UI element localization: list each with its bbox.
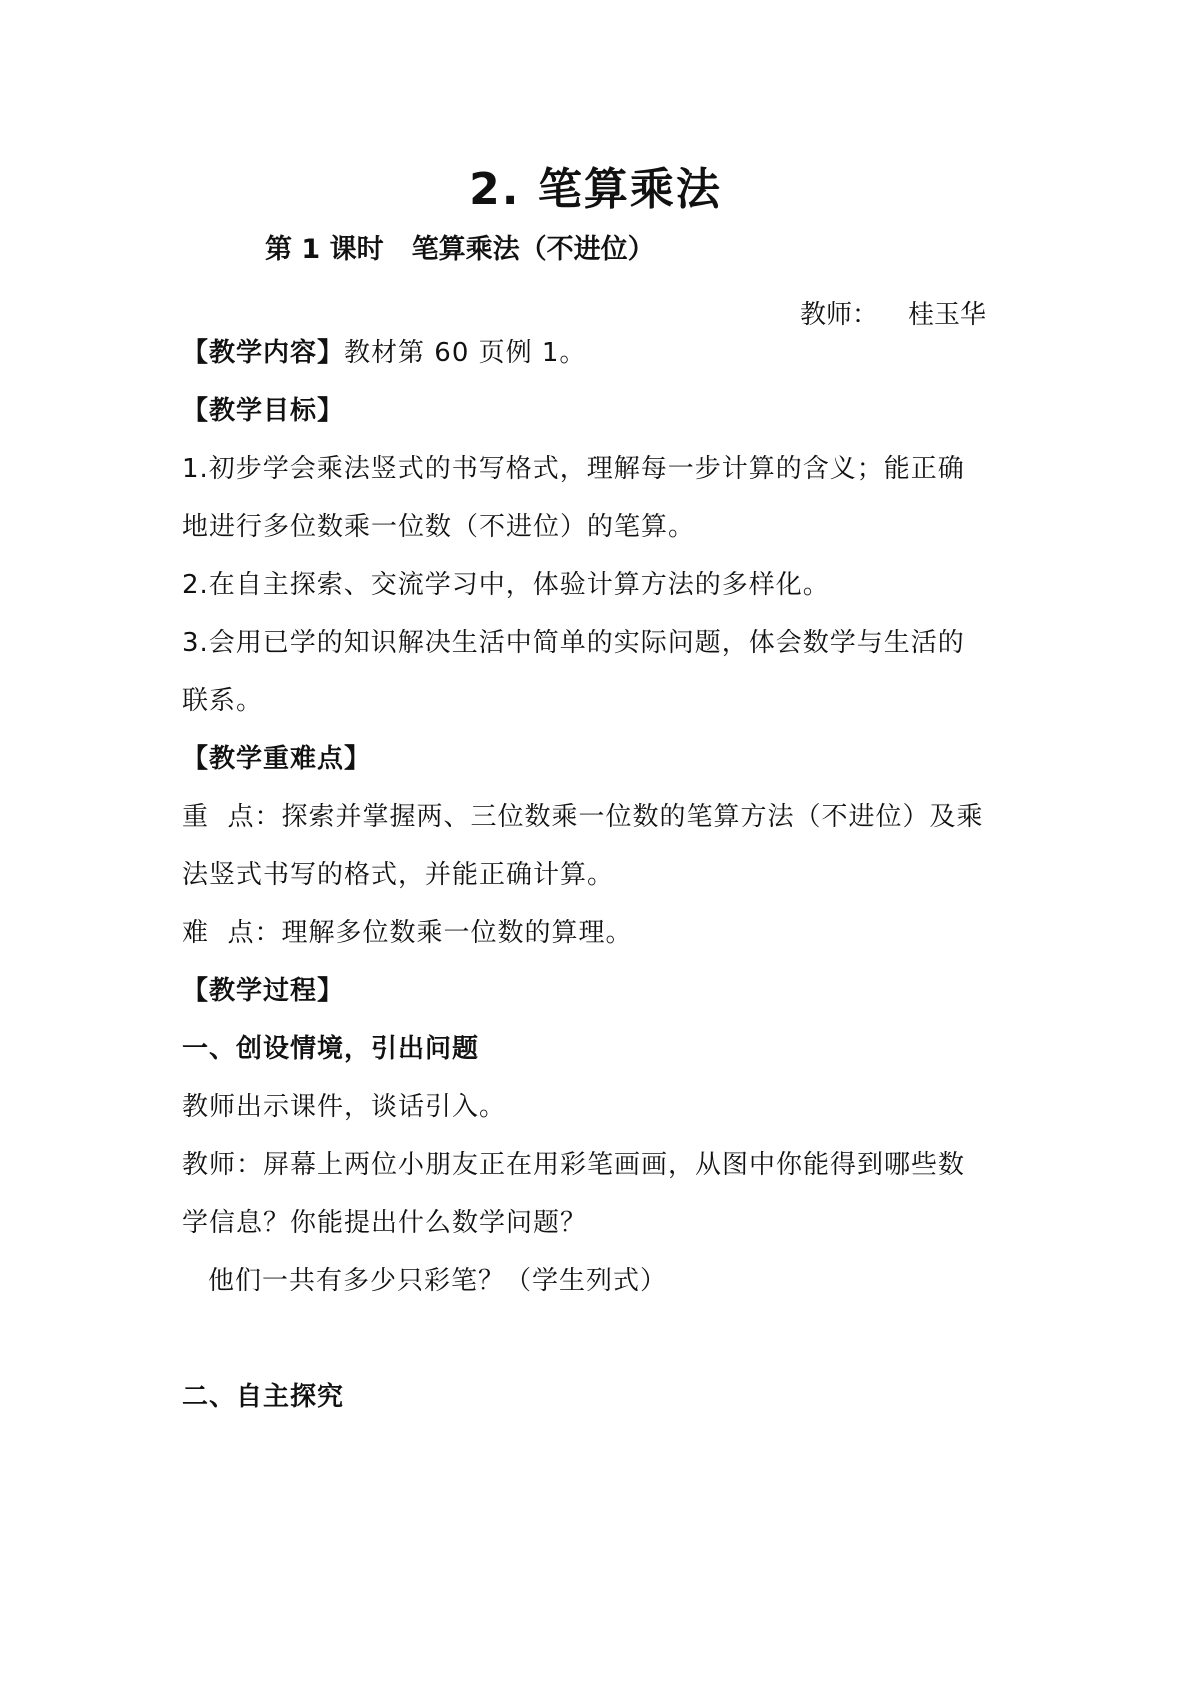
objectives-heading: 【教学目标】 <box>182 396 345 426</box>
objective-3-line-2: 联系。 <box>182 686 264 716</box>
lesson-subtitle <box>265 233 655 267</box>
lesson-topic: 笔算乘法（不进位） <box>411 234 655 265</box>
key-points-heading: 【教学重难点】 <box>182 744 372 774</box>
key-point-line-1: 重 点：探索并掌握两、三位数乘一位数的笔算方法（不进位）及乘 <box>182 802 984 832</box>
objective-1-line-2: 地进行多位数乘一位数（不进位）的笔算。 <box>182 512 696 542</box>
content-line <box>182 336 1021 370</box>
process-paragraph-3-line <box>182 1264 1021 1298</box>
section-1-title: 一、创设情境，引出问题 <box>182 1034 480 1064</box>
process-paragraph-2-line-1: 教师：屏幕上两位小朋友正在用彩笔画画，从图中你能得到哪些数 <box>182 1150 966 1180</box>
teacher-name: 桂玉华 <box>908 300 987 330</box>
objective-1-line-1: 1.初步学会乘法竖式的书写格式，理解每一步计算的含义；能正确 <box>182 454 965 484</box>
lesson-number: 第 1 课时 <box>265 234 384 265</box>
objective-3-line-1: 3.会用已学的知识解决生活中简单的实际问题，体会数学与生活的 <box>182 628 965 658</box>
key-point-line-2: 法竖式书写的格式，并能正确计算。 <box>182 860 615 890</box>
objective-2: 2.在自主探索、交流学习中，体验计算方法的多样化。 <box>182 570 830 600</box>
section-2-title: 二、自主探究 <box>182 1382 345 1412</box>
process-heading: 【教学过程】 <box>182 976 345 1006</box>
process-paragraph-2-line-2: 学信息？你能提出什么数学问题？ <box>182 1208 588 1238</box>
difficulty-line: 难 点：理解多位数乘一位数的算理。 <box>182 918 633 948</box>
document-title: 2. 笔算乘法 <box>469 164 722 215</box>
teacher-label: 教师： <box>800 300 879 330</box>
process-paragraph-1: 教师出示课件，谈话引入。 <box>182 1092 507 1122</box>
process-paragraph-3: 他们一共有多少只彩笔？（学生列式） <box>208 1266 668 1296</box>
teacher-line <box>800 298 986 332</box>
content-text: 教材第 60 页例 1。 <box>344 338 587 368</box>
content-heading: 【教学内容】 <box>182 338 345 368</box>
